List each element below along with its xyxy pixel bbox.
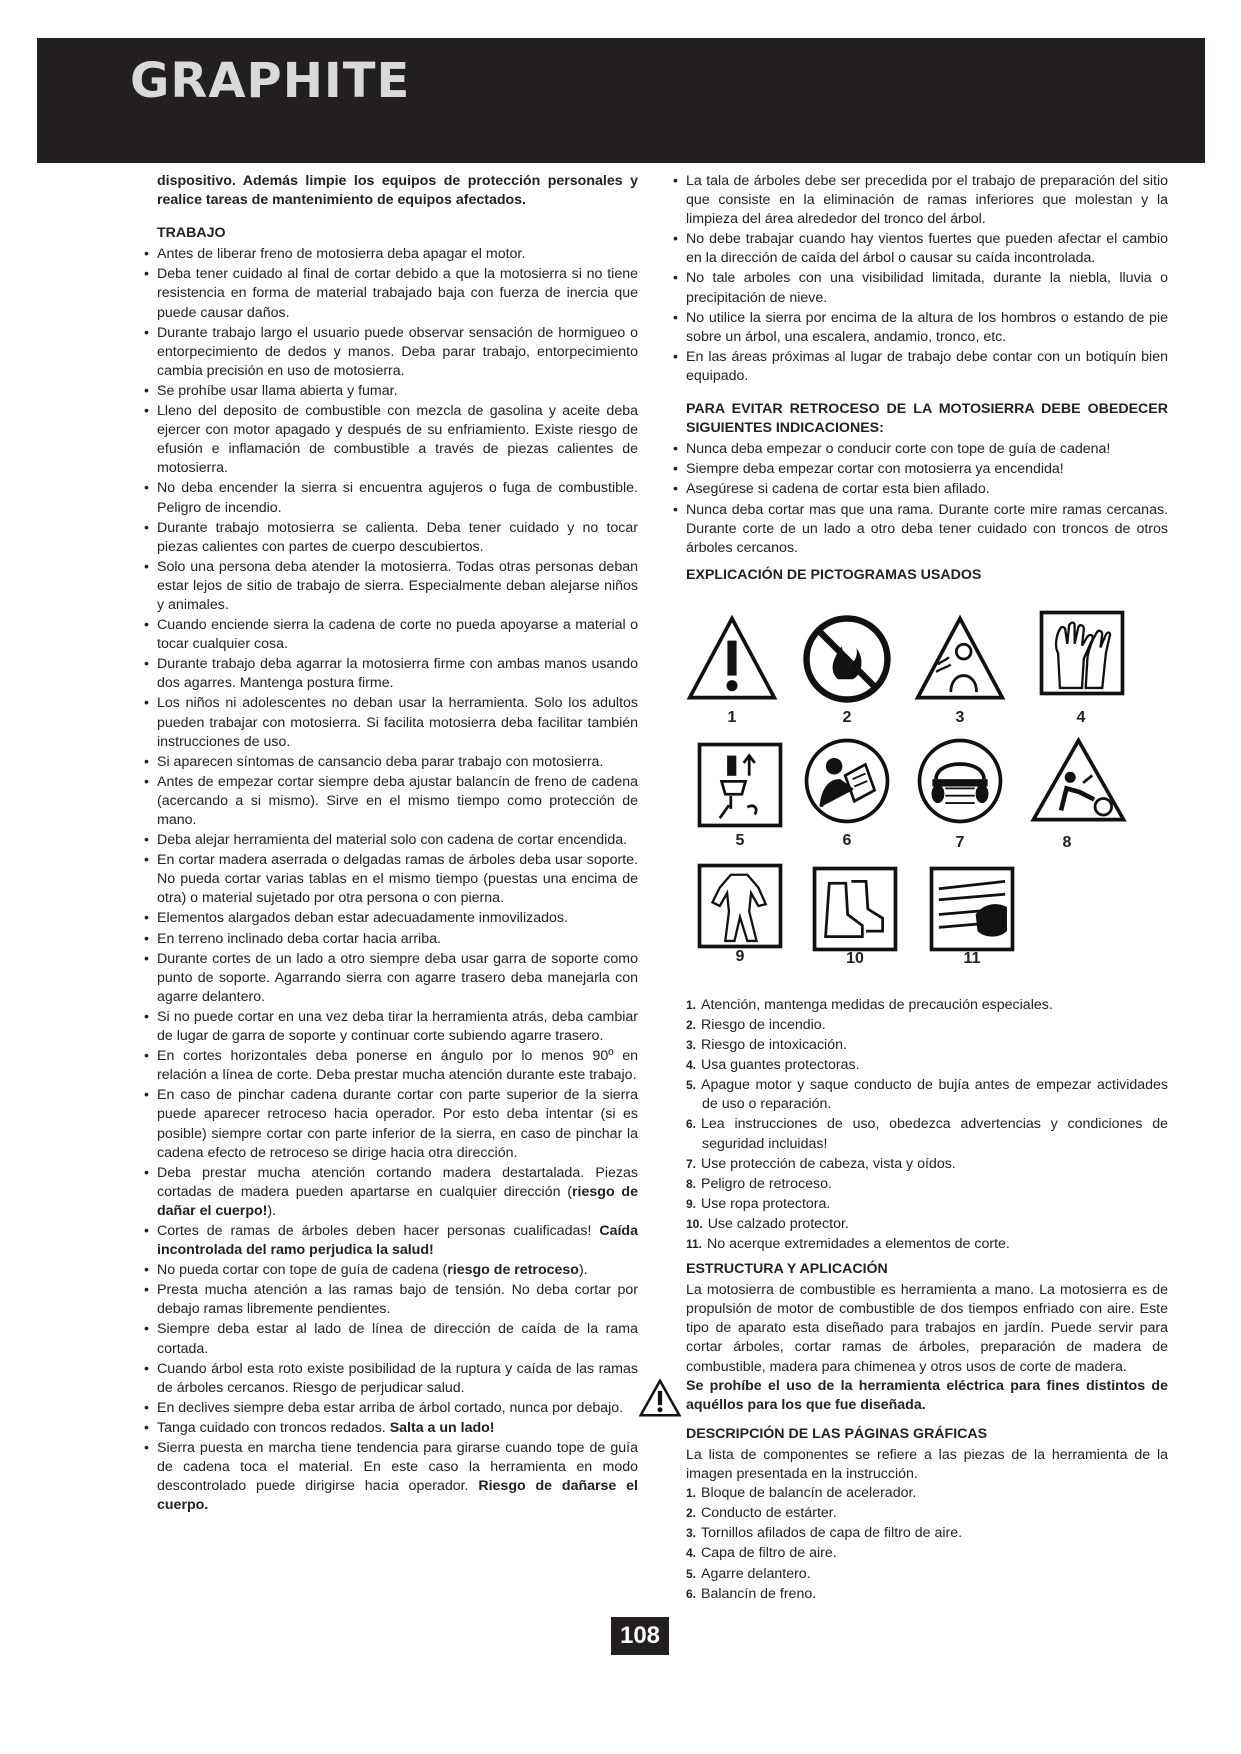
list-item: • No utilice la sierra por encima de la altura de los hombros o estando de pie sobre un árbol, una escalera, andamio, tronco, etc.: [686, 309, 1168, 347]
protective-boots-icon: [809, 863, 901, 955]
spark-plug-icon: [694, 739, 786, 831]
intro-text: dispositivo. Además limpie los equipos de protección personales y realice tareas de mantenimiento de equipos afectados.: [157, 173, 638, 209]
list-item: • Elementos alargados deban estar adecuadamente inmovilizados.: [157, 909, 638, 928]
list-item: • En cortar madera aserrada o delgadas ramas de árboles deba usar soporte. No pueda cortar varias tablas en el mismo tiempo (puestas una encima de otra) o material sujetado por otra persona o con pierna.: [157, 851, 638, 908]
picto-label-4: 4: [1076, 708, 1086, 726]
list-item: • Siempre deba empezar cortar con motosierra ya encendida!: [686, 460, 1168, 479]
estructura-warning: Se prohíbe el uso de la herramienta eléctrica para fines distintos de aquéllos para los que fue diseñada.: [686, 1377, 1168, 1413]
pictogram-grid: [686, 597, 1156, 982]
toxic-fumes-icon: [914, 613, 1006, 705]
list-item: • Durante trabajo deba agarrar la motosierra firme con ambas manos usando dos agarres. Mantenga postura firme.: [157, 655, 638, 693]
keep-hands-away-icon: [926, 863, 1018, 955]
no-fire-icon: [801, 613, 893, 705]
trabajo-list: [157, 245, 638, 1515]
read-manual-icon: [801, 735, 893, 827]
list-item: 4. Usa guantes protectoras.: [686, 1057, 860, 1074]
list-item: 2. Riesgo de incendio.: [686, 1016, 826, 1033]
list-item: 10. Use calzado protector.: [686, 1215, 849, 1232]
section-title-descripcion: DESCRIPCIÓN DE LAS PÁGINAS GRÁFICAS: [686, 1425, 988, 1442]
list-item: • Se prohíbe usar llama abierta y fumar.: [157, 382, 638, 401]
list-item: • En caso de pinchar cadena durante cortar con parte superior de la sierra puede aparecer retroceso hacia operador. Por esto deba intentar (si es posible) siempre cortar con parte inferior de la sierra, en caso de pinchar la cadena efecto de retroceso se dirige hacia otra dirección.: [157, 1086, 638, 1162]
list-item: • La tala de árboles debe ser precedida por el trabajo de preparación del sitio que consiste en la eliminación de ramas inferiores que molestan y la limpieza del área alrededor del tronco del árbol.: [686, 172, 1168, 229]
kickback-list: [686, 440, 1168, 558]
list-item: • Nunca deba empezar o conducir corte con tope de guía de cadena!: [686, 440, 1168, 459]
list-item: • En cortes horizontales deba ponerse en ángulo por lo menos 90º en relación a línea de corte. Deba prestar mucha atención durante este trabajo.: [157, 1047, 638, 1085]
list-item: • Antes de empezar cortar siempre deba ajustar balancín de freno de cadena (acercando a si mismo). Sirve en el mismo tiempo como protección de mano.: [157, 773, 638, 830]
gloves-icon: [1036, 607, 1128, 699]
list-item: 4. Capa de filtro de aire.: [686, 1545, 837, 1562]
list-item: • Cuando árbol esta roto existe posibilidad de la ruptura y caída de las ramas de árboles cercanos. Riesgo de perjudicar salud.: [157, 1360, 638, 1398]
list-item: 2. Conducto de estárter.: [686, 1505, 837, 1522]
list-item: 1. Atención, mantenga medidas de precaución especiales.: [686, 996, 1053, 1013]
list-item: • Durante cortes de un lado a otro siempre deba usar garra de soporte como punto de soporte. Agarrando sierra con agarre trasero deba manejarla con agarre delantero.: [157, 950, 638, 1007]
picto-label-5: 5: [735, 831, 745, 849]
list-item: 7. Use protección de cabeza, vista y oídos.: [686, 1155, 956, 1172]
section-title-pictograms: EXPLICACIÓN DE PICTOGRAMAS USADOS: [686, 566, 982, 583]
picto-label-8: 8: [1062, 833, 1072, 851]
list-item: • Deba alejar herramienta del material solo con cadena de cortar encendida.: [157, 831, 638, 850]
picto-label-11: 11: [963, 949, 981, 967]
list-item: 6. Lea instrucciones de uso, obedezca advertencias y condiciones de seguridad incluidas!: [686, 1116, 1168, 1152]
list-item: • Cortes de ramas de árboles deben hacer personas cualificadas! Caída incontrolada del ramo perjudica la salud!: [157, 1222, 638, 1260]
list-item: • No deba encender la sierra si encuentra agujeros o fuga de combustible. Peligro de incendio.: [157, 479, 638, 517]
picto-label-1: 1: [727, 708, 737, 726]
list-item: • Lleno del deposito de combustible con mezcla de gasolina y aceite deba ejercer con motor apagado y después de su enfriamiento. Existe riesgo de efusión e inflamación de combustible a través de piezas calientes de motosierra.: [157, 402, 638, 478]
list-item: 6. Balancín de freno.: [686, 1585, 817, 1602]
list-item: 9. Use ropa protectora.: [686, 1195, 831, 1212]
section-title-trabajo: TRABAJO: [157, 225, 226, 242]
list-item: • Durante trabajo largo el usuario puede observar sensación de hormigueo o entorpecimiento de dedos y manos. Deba parar trabajo, entorpecimiento cambia precisión en uso de motosierra.: [157, 324, 638, 381]
list-item: 8. Peligro de retroceso.: [686, 1175, 832, 1192]
list-item: • Los niños ni adolescentes no deban usar la herramienta. Solo los adultos pueden trabajar con motosierra. Si facilita motosierra deba facilitar también instrucciones de uso.: [157, 694, 638, 751]
list-item: • Deba tener cuidado al final de cortar debido a que la motosierra si no tiene resistencia en forma de material trabajado baja con fuerza de inercia que puede causar daños.: [157, 265, 638, 322]
list-item: 5. Agarre delantero.: [686, 1565, 811, 1582]
felling-list: [686, 172, 1168, 386]
list-item: • No tale arboles con una visibilidad limitada, durante la niebla, lluvia o precipitación de nieve.: [686, 269, 1168, 307]
list-item: • Solo una persona deba atender la motosierra. Todas otras personas deban estar lejos de sitio de trabajo de sierra. Especialmente deban alejarse niños y animales.: [157, 558, 638, 615]
picto-label-10: 10: [846, 949, 864, 967]
list-item: 11. No acerque extremidades a elementos de corte.: [686, 1236, 1010, 1252]
section-title-estructura: ESTRUCTURA Y APLICACIÓN: [686, 1261, 888, 1278]
descripcion-text: La lista de componentes se refiere a las piezas de la herramienta de la imagen presentada en la instrucción.: [686, 1446, 1168, 1483]
list-item: • Si aparecen síntomas de cansancio deba parar trabajo con motosierra.: [157, 753, 638, 772]
list-item: • En terreno inclinado deba cortar hacia arriba.: [157, 930, 638, 949]
picto-label-2: 2: [842, 708, 852, 726]
pictogram-legend-list: [686, 996, 1168, 1254]
list-item: • Siempre deba estar al lado de línea de dirección de caída de la rama cortada.: [157, 1320, 638, 1358]
list-item: • En declives siempre deba estar arriba de árbol cortado, nunca por debajo.: [157, 1399, 638, 1418]
list-item: • Deba prestar mucha atención cortando madera destartalada. Piezas cortadas de madera pueden apartarse en cualquier dirección (riesgo de dañar el cuerpo!).: [157, 1164, 638, 1221]
list-item: • No debe trabajar cuando hay vientos fuertes que pueden afectar el cambio en la dirección de caída del árbol o causar su caída incontrolada.: [686, 230, 1168, 268]
estructura-text: La motosierra de combustible es herramienta a mano. La motosierra es de propulsión de motor de combustible de dos tiempos enfriado con aire. Este tipo de aparato esta diseñado para trabajos en jardín. Puede servir para cortar árboles, cortar ramas de árboles, preparación de madera de combustible, madera para chimenea y otros usos de corte de madera.: [686, 1282, 1168, 1375]
warning-triangle-icon: [686, 613, 778, 705]
picto-label-6: 6: [842, 831, 852, 849]
list-item: • Cuando enciende sierra la cadena de corte no pueda apoyarse a material o tocar cualquier cosa.: [157, 616, 638, 654]
picto-label-7: 7: [955, 833, 965, 851]
list-item: 5. Apague motor y saque conducto de bujía antes de empezar actividades de uso o reparación.: [686, 1077, 1168, 1113]
brand-logo: GRAPHITE: [130, 53, 411, 109]
parts-list: [686, 1484, 1168, 1604]
protective-clothing-icon: [694, 860, 786, 952]
list-item: • Sierra puesta en marcha tiene tendencia para girarse cuando tope de guía de cadena toca el material. En este caso la herramienta en modo descontrolado puede dirigirse hacia operador. Riesgo de dañarse el cuerpo.: [157, 1439, 638, 1515]
kickback-danger-icon: [1026, 735, 1131, 827]
list-item: • Antes de liberar freno de motosierra deba apagar el motor.: [157, 245, 638, 264]
left-column: [157, 172, 638, 1516]
list-item: • Si no puede cortar en una vez deba tirar la herramienta atrás, deba cambiar de lugar de garra de soporte y continuar corte subiendo agarre trasero.: [157, 1008, 638, 1046]
helmet-ear-eye-protection-icon: [914, 735, 1006, 827]
list-item: 3. Tornillos afilados de capa de filtro de aire.: [686, 1525, 963, 1542]
list-item: • Asegúrese si cadena de cortar esta bien afilado.: [686, 480, 1168, 499]
right-column: [686, 172, 1168, 1605]
list-item: 1. Bloque de balancín de acelerador.: [686, 1485, 917, 1502]
list-item: • Nunca deba cortar mas que una rama. Durante corte mire ramas cercanas. Durante corte de un lado a otro deba tener cuidado con troncos de otros árboles cercanos.: [686, 501, 1168, 558]
list-item: • Presta mucha atención a las ramas bajo de tensión. No deba cortar por debajo ramas libremente pendientes.: [157, 1281, 638, 1319]
list-item: 3. Riesgo de intoxicación.: [686, 1037, 847, 1054]
page-number: 108: [611, 1617, 669, 1655]
list-item: • En las áreas próximas al lugar de trabajo debe contar con un botiquín bien equipado.: [686, 348, 1168, 386]
list-item: • Durante trabajo motosierra se calienta. Deba tener cuidado y no tocar piezas calientes con partes de cuerpo descubiertos.: [157, 519, 638, 557]
picto-label-9: 9: [735, 947, 745, 965]
picto-label-3: 3: [955, 708, 965, 726]
warning-triangle-icon: [639, 1379, 681, 1417]
section-title-kickback: PARA EVITAR RETROCESO DE LA MOTOSIERRA DEBE OBEDECER SIGUIENTES INDICACIONES:: [686, 401, 1168, 437]
list-item: • Tanga cuidado con troncos redados. Salta a un lado!: [157, 1419, 638, 1438]
list-item: • No pueda cortar con tope de guía de cadena (riesgo de retroceso).: [157, 1261, 638, 1280]
